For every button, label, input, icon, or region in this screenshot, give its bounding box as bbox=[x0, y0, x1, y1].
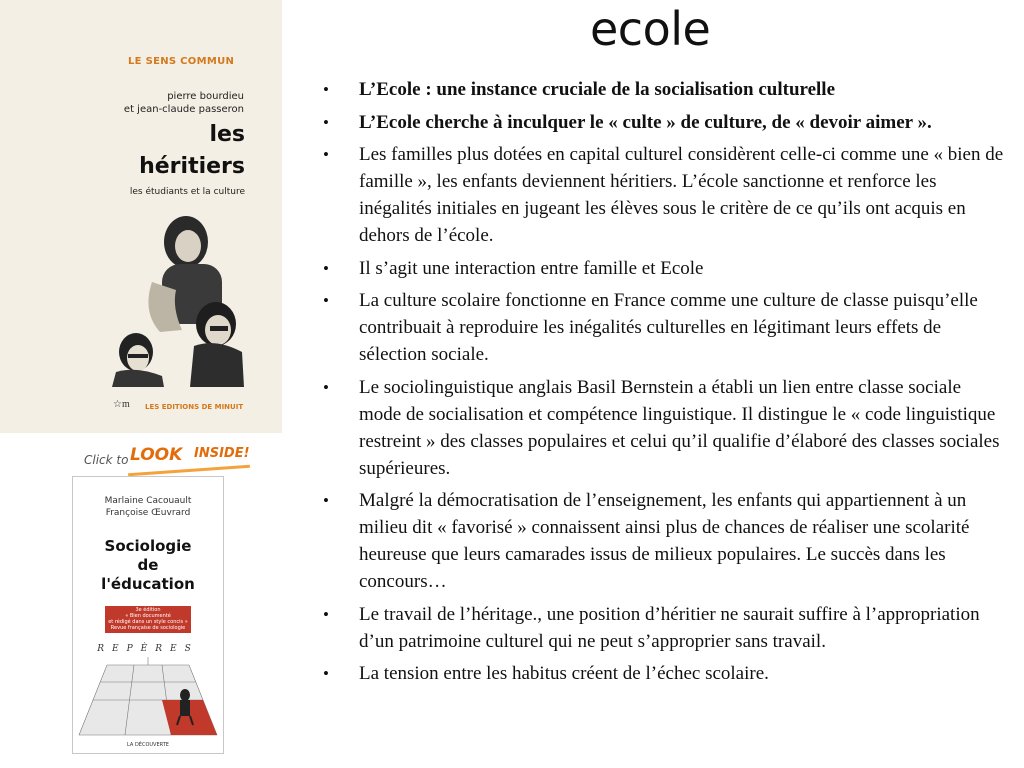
bullet-text: Il s’agit une interaction entre famille et Ecole bbox=[359, 257, 704, 279]
book2-title-line3: l'éducation bbox=[101, 575, 195, 593]
book1-title-line2: héritiers bbox=[139, 154, 245, 179]
book2-author1: Marlaine Cacouault bbox=[104, 496, 192, 506]
bullet-icon: • bbox=[323, 291, 329, 310]
bullet-icon: • bbox=[323, 258, 329, 278]
bullet-item bbox=[318, 660, 1004, 687]
book2-cover bbox=[72, 476, 224, 754]
book1-series: LE SENS COMMUN bbox=[128, 56, 235, 67]
bullet-item bbox=[318, 601, 1004, 655]
bullet-text: L’Ecole : une instance cruciale de la socialisation culturelle bbox=[359, 79, 836, 100]
bullet-item bbox=[318, 141, 1004, 249]
book2-author2: Françoise Œuvrard bbox=[105, 508, 191, 518]
bullet-text: Les familles plus dotées en capital culturel considèrent celle-ci comme une « bien de famille », les enfants deviennent héritiers. L’école sanctionne et renforce les inégalités initiales en jugeant les élèves sous le critère de ce qu’ils ont acquis en dehors de l’école. bbox=[359, 144, 1004, 246]
book2-illustration bbox=[77, 657, 219, 739]
book1-publisher-logo: ☆m bbox=[113, 399, 130, 410]
bullet-icon: • bbox=[323, 145, 329, 164]
bullet-icon: • bbox=[323, 604, 329, 624]
book1-subtitle: les étudiants et la culture bbox=[129, 187, 245, 197]
book2-publisher: LA DÉCOUVERTE bbox=[127, 742, 169, 748]
look-inside-inside: INSIDE! bbox=[194, 446, 250, 461]
book1-title-line1: les bbox=[209, 122, 245, 147]
book1-publisher: LES EDITIONS DE MINUIT bbox=[145, 403, 244, 411]
bullet-icon: • bbox=[323, 491, 329, 510]
bullet-item bbox=[318, 487, 1004, 595]
bullet-text: La tension entre les habitus créent de l’échec scolaire. bbox=[359, 663, 769, 684]
book1-photo bbox=[112, 212, 260, 387]
look-inside-look: LOOK bbox=[130, 445, 183, 465]
bullet-item bbox=[318, 287, 1004, 368]
bullet-icon: • bbox=[323, 664, 329, 683]
book1-author-line1: pierre bourdieu bbox=[167, 91, 244, 102]
bullet-icon: • bbox=[323, 112, 329, 132]
book2-title bbox=[73, 537, 223, 594]
book2-title-line2: de bbox=[137, 556, 159, 574]
book2-title-line1: Sociologie bbox=[104, 537, 192, 555]
book1-authors bbox=[104, 90, 244, 116]
book1-author-line2: et jean-claude passeron bbox=[123, 104, 244, 115]
look-inside-arrow-icon bbox=[128, 465, 250, 477]
book2-edition-line2: « Bien documenté bbox=[125, 613, 171, 619]
look-inside-prefix: Click to bbox=[84, 453, 129, 467]
book2-edition-badge bbox=[105, 606, 191, 633]
bullet-icon: • bbox=[323, 377, 329, 397]
look-inside-badge[interactable] bbox=[84, 442, 249, 472]
bullet-text: L’Ecole cherche à inculquer le « culte » de culture, de « devoir aimer ». bbox=[359, 111, 932, 133]
book-cover-les-heritiers bbox=[0, 0, 282, 433]
book2-edition-line3: et rédigé dans un style concis » bbox=[108, 619, 188, 625]
book2-edition-line1: 3e édition bbox=[135, 607, 161, 613]
book2-edition-line4: Revue française de sociologie bbox=[110, 625, 186, 631]
bullet-list bbox=[318, 76, 1004, 693]
bullet-text: Malgré la démocratisation de l’enseignement, les enfants qui appartiennent à un milieu dit « favorisé » connaissent ainsi plus de chances de réaliser une scolarité heureuse que leurs camarades issus de milieux populaires. Le succès dans les concours… bbox=[359, 490, 970, 592]
bullet-text: Le travail de l’héritage., une position d’héritier ne saurait suffire à l’appropriation d’un patrimoine culturel qui ne peut s’approprier sans travail. bbox=[359, 603, 980, 652]
bullet-item bbox=[318, 76, 1004, 103]
bullet-text: Le sociolinguistique anglais Basil Bernstein a établi un lien entre classe sociale mode de socialisation et compétence linguistique. Il distingue le « code linguistique restreint » des classes populaires et celui qu’il qualifie d’élaboré des classes sociales supérieures. bbox=[359, 376, 1000, 479]
slide-title: ecole bbox=[590, 2, 711, 56]
book2-authors bbox=[73, 495, 223, 519]
bullet-icon: • bbox=[323, 80, 329, 99]
bullet-item bbox=[318, 255, 1004, 282]
bullet-item bbox=[318, 109, 1004, 136]
book-cover-sociologie-education bbox=[72, 442, 252, 754]
bullet-text: La culture scolaire fonctionne en France comme une culture de classe puisqu’elle contribuait à reproduire les inégalités culturelles en légitimant leurs effets de sélection sociale. bbox=[359, 290, 978, 365]
bullet-item bbox=[318, 374, 1004, 482]
book2-series: REPÈRES bbox=[97, 644, 199, 654]
